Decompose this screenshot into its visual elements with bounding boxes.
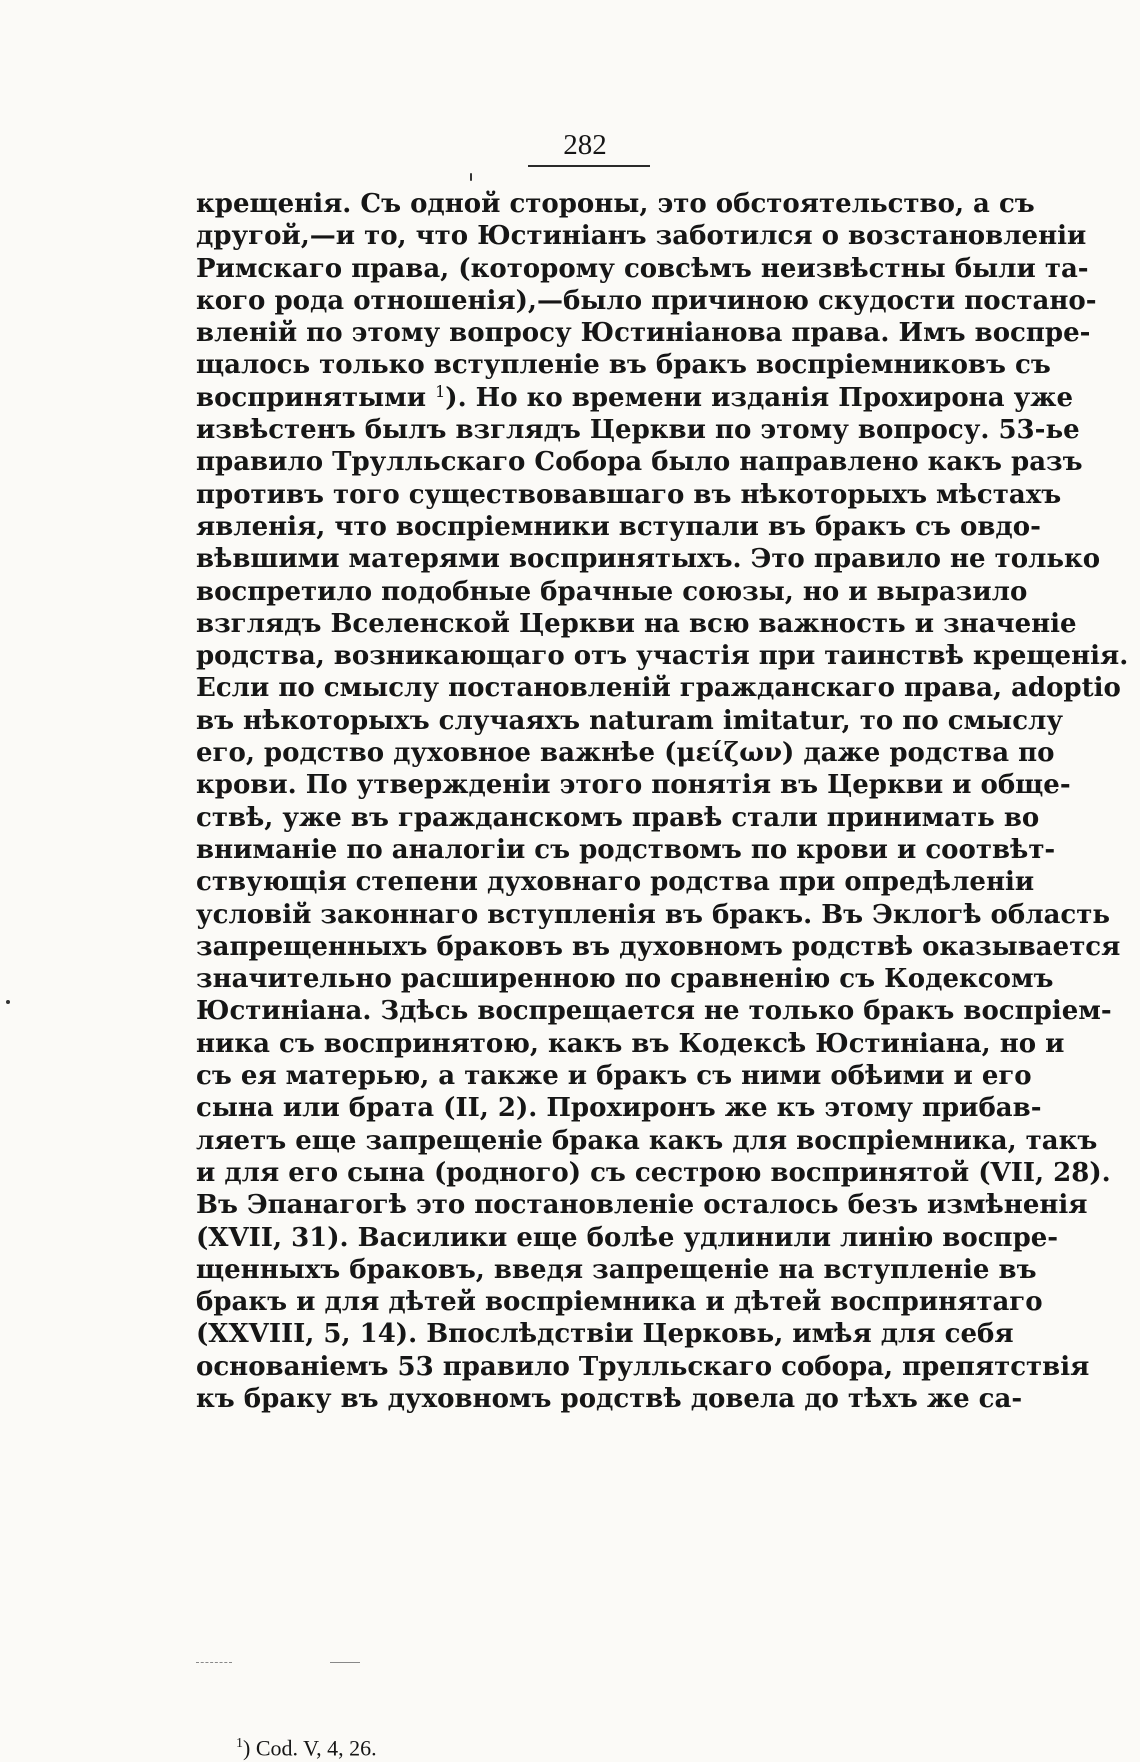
footnote-separator — [196, 1662, 232, 1663]
text-line: взглядъ Вселенской Церкви на всю важность и значеніе — [196, 608, 1077, 639]
footnote — [236, 1730, 377, 1762]
text-line: въ нѣкоторыхъ случаяхъ naturam imitatur, то по смыслу — [196, 705, 1064, 736]
page-number: 282 — [563, 129, 607, 161]
text-line: другой,—и то, что Юстиніанъ заботился о возстановленіи — [196, 221, 1087, 252]
text-line: крещенія. Съ одной стороны, это обстоятельство, а съ — [196, 189, 1035, 219]
text-line: ствующія степени духовнаго родства при опредѣленіи — [196, 867, 1035, 898]
print-speck — [6, 1000, 10, 1004]
text-line: правило Трулльскаго Собора было направлено какъ разъ — [196, 447, 1083, 478]
footnote-marker: 1 — [236, 1736, 243, 1751]
text-line: ляетъ еще запрещеніе брака какъ для воспріемника, такъ — [196, 1125, 1098, 1156]
text-line: кого рода отношенія),—было причиною скудости постано- — [196, 285, 1097, 316]
text-line: къ браку въ духовномъ родствѣ довела до тѣхъ же са- — [196, 1383, 1023, 1414]
text-line: Римскаго права, (которому совсѣмъ неизвѣстны были та- — [196, 253, 1089, 284]
text-line: вѣвшими матерями воспринятыхъ. Это правило не только — [196, 544, 1101, 575]
text-line: извѣстенъ былъ взглядъ Церкви по этому вопросу. 53-ье — [196, 415, 1080, 446]
header-rule — [528, 165, 650, 167]
text-line-with-footnote-ref — [196, 381, 1074, 414]
text-line: Юстиніана. Здѣсь воспрещается не только бракъ воспріем- — [196, 996, 1112, 1027]
main-text — [196, 188, 1129, 1415]
text-line: щенныхъ браковъ, введя запрещеніе на вступленіе въ — [196, 1254, 1037, 1285]
text-line: противъ того существовавшаго въ нѣкоторыхъ мѣстахъ — [196, 479, 1062, 510]
text-line: ника съ воспринятою, какъ въ Кодексѣ Юстиніана, но и — [196, 1028, 1065, 1059]
text-line: воспретило подобные брачные союзы, но и выразило — [196, 576, 1028, 607]
text-line: вниманіе по аналогіи съ родствомъ по крови и соотвѣт- — [196, 834, 1056, 865]
text-line: (XXVIII, 5, 14). Впослѣдствіи Церковь, имѣя для себя — [196, 1319, 1014, 1350]
text-line: условій законнаго вступленія въ бракъ. Въ Эклогѣ область — [196, 899, 1111, 930]
text-line: его, родство духовное важнѣе (μείζων) даже родства по — [196, 738, 1055, 769]
text-line: явленія, что воспріемники вступали въ бракъ съ овдо- — [196, 511, 1041, 542]
text-line: щалось только вступленіе въ бракъ воспріемниковъ съ — [196, 350, 1051, 381]
text-line: Въ Эпанагогѣ это постановленіе осталось безъ измѣненія — [196, 1190, 1088, 1221]
text-line: ствѣ, уже въ гражданскомъ правѣ стали принимать во — [196, 802, 1040, 833]
text-line: и для его сына (родного) съ сестрою воспринятой (VII, 28). — [196, 1157, 1111, 1188]
text-line: бракъ и для дѣтей воспріемника и дѣтей воспринятаго — [196, 1287, 1043, 1318]
text-line-part: ). Но ко времени изданія Прохирона уже — [445, 382, 1074, 413]
print-speck — [470, 173, 472, 181]
text-line: Если по смыслу постановленій гражданскаго права, adoptio — [196, 673, 1121, 704]
text-line: съ ея матерью, а также и бракъ съ ними обѣими и его — [196, 1061, 1032, 1092]
text-line-part: воспринятыми — [196, 382, 427, 413]
footnote-reference[interactable]: 1 — [435, 381, 446, 401]
footnote-separator — [330, 1662, 360, 1663]
text-line: родства, возникающаго отъ участія при таинствѣ крещенія. — [196, 641, 1129, 672]
text-line: крови. По утвержденіи этого понятія въ Церкви и обще- — [196, 770, 1071, 801]
text-line: запрещенныхъ браковъ въ духовномъ родствѣ оказывается — [196, 931, 1121, 962]
text-line: основаніемъ 53 правило Трулльскаго собора, препятствія — [196, 1351, 1090, 1382]
footnote-text: ) Cod. V, 4, 26. — [243, 1735, 377, 1761]
text-line: сына или брата (II, 2). Прохиронъ же къ этому прибав- — [196, 1093, 1042, 1124]
text-line: вленій по этому вопросу Юстиніанова права. Имъ воспре- — [196, 318, 1091, 349]
text-line: значительно расширенною по сравненію съ Кодексомъ — [196, 964, 1054, 995]
text-line: (XVII, 31). Василики еще болѣе удлинили линію воспре- — [196, 1222, 1059, 1253]
